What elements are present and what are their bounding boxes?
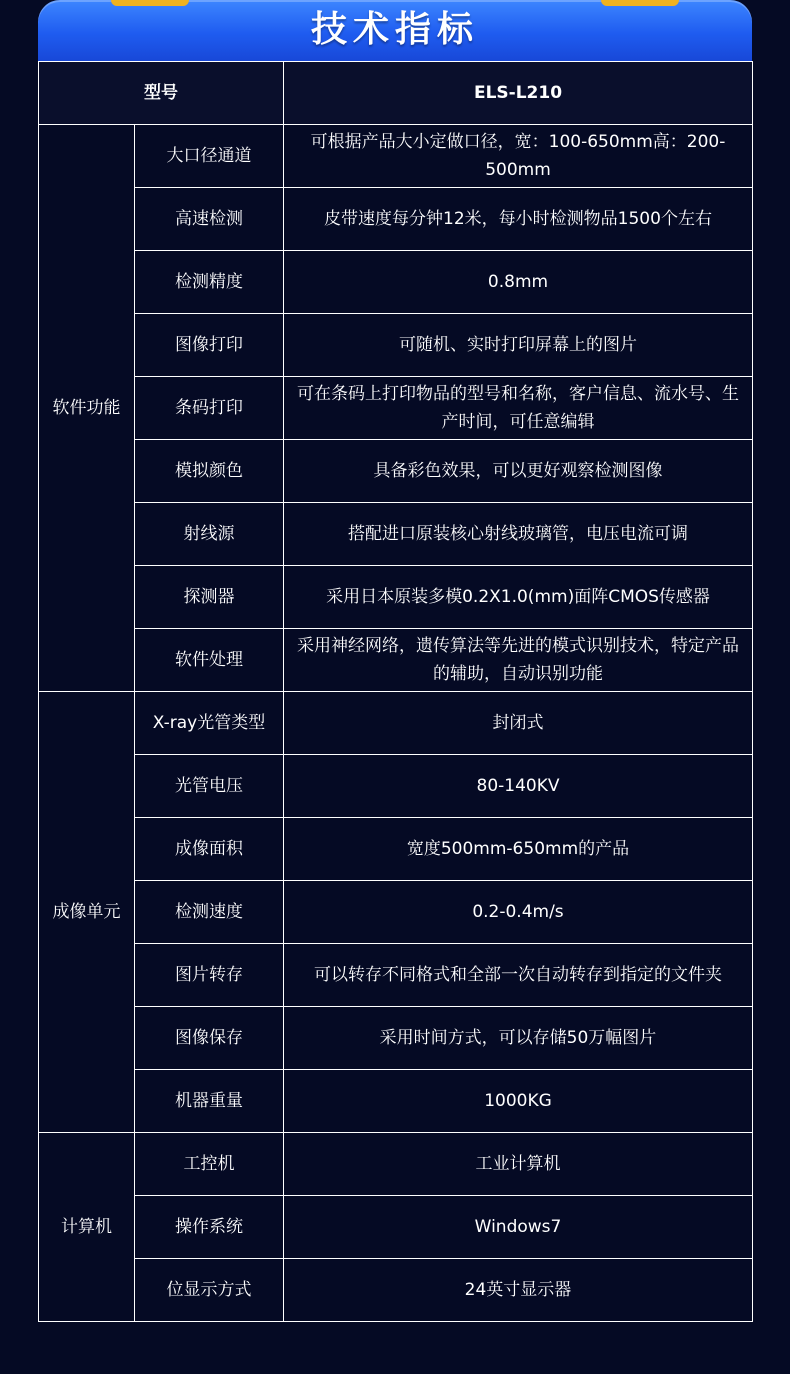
row-label: 图片转存 [135, 944, 284, 1007]
row-label: 图像打印 [135, 314, 284, 377]
row-value: 工业计算机 [284, 1133, 753, 1196]
table-row [39, 503, 753, 566]
row-label: 大口径通道 [135, 125, 284, 188]
model-label: 型号 [39, 62, 284, 125]
row-label: 模拟颜色 [135, 440, 284, 503]
row-value: 可以转存不同格式和全部一次自动转存到指定的文件夹 [284, 944, 753, 1007]
table-row [39, 755, 753, 818]
row-value: 24英寸显示器 [284, 1259, 753, 1322]
row-label: 检测速度 [135, 881, 284, 944]
title-banner [38, 0, 752, 61]
table-row [39, 692, 753, 755]
row-value: 宽度500mm-650mm的产品 [284, 818, 753, 881]
row-value: Windows7 [284, 1196, 753, 1259]
row-value: 80-140KV [284, 755, 753, 818]
table-row [39, 1196, 753, 1259]
table-row [39, 944, 753, 1007]
row-label: 条码打印 [135, 377, 284, 440]
row-label: 成像面积 [135, 818, 284, 881]
row-label: 光管电压 [135, 755, 284, 818]
page-title: 技术指标 [310, 9, 479, 50]
table-row [39, 1259, 753, 1322]
row-label: 软件处理 [135, 629, 284, 692]
table-row [39, 440, 753, 503]
row-label: 机器重量 [135, 1070, 284, 1133]
table-row [39, 188, 753, 251]
row-label: 高速检测 [135, 188, 284, 251]
row-label: 检测精度 [135, 251, 284, 314]
row-value: 具备彩色效果，可以更好观察检测图像 [284, 440, 753, 503]
row-value: 采用日本原装多模0.2X1.0(mm)面阵CMOS传感器 [284, 566, 753, 629]
table-header-row [39, 62, 753, 125]
group-label: 计算机 [39, 1133, 135, 1322]
row-label: X-ray光管类型 [135, 692, 284, 755]
row-value: 1000KG [284, 1070, 753, 1133]
table-row [39, 251, 753, 314]
row-value: 0.8mm [284, 251, 753, 314]
row-value: 0.2-0.4m/s [284, 881, 753, 944]
row-value: 搭配进口原装核心射线玻璃管，电压电流可调 [284, 503, 753, 566]
row-label: 射线源 [135, 503, 284, 566]
table-row [39, 1133, 753, 1196]
model-value: ELS-L210 [284, 62, 753, 125]
spec-table [38, 61, 753, 1322]
row-value: 可在条码上打印物品的型号和名称，客户信息、流水号、生产时间，可任意编辑 [284, 377, 753, 440]
row-label: 工控机 [135, 1133, 284, 1196]
table-row [39, 881, 753, 944]
row-value: 可根据产品大小定做口径，宽：100-650mm高：200-500mm [284, 125, 753, 188]
row-label: 位显示方式 [135, 1259, 284, 1322]
group-label: 成像单元 [39, 692, 135, 1133]
table-row [39, 314, 753, 377]
row-label: 图像保存 [135, 1007, 284, 1070]
table-row [39, 1007, 753, 1070]
table-row [39, 818, 753, 881]
row-value: 封闭式 [284, 692, 753, 755]
row-value: 采用时间方式，可以存储50万幅图片 [284, 1007, 753, 1070]
table-row [39, 377, 753, 440]
table-row [39, 629, 753, 692]
row-label: 探测器 [135, 566, 284, 629]
table-row [39, 1070, 753, 1133]
row-value: 可随机、实时打印屏幕上的图片 [284, 314, 753, 377]
row-value: 皮带速度每分钟12米，每小时检测物品1500个左右 [284, 188, 753, 251]
row-value: 采用神经网络，遗传算法等先进的模式识别技术，特定产品的辅助，自动识别功能 [284, 629, 753, 692]
table-row [39, 566, 753, 629]
table-row [39, 125, 753, 188]
group-label: 软件功能 [39, 125, 135, 692]
row-label: 操作系统 [135, 1196, 284, 1259]
